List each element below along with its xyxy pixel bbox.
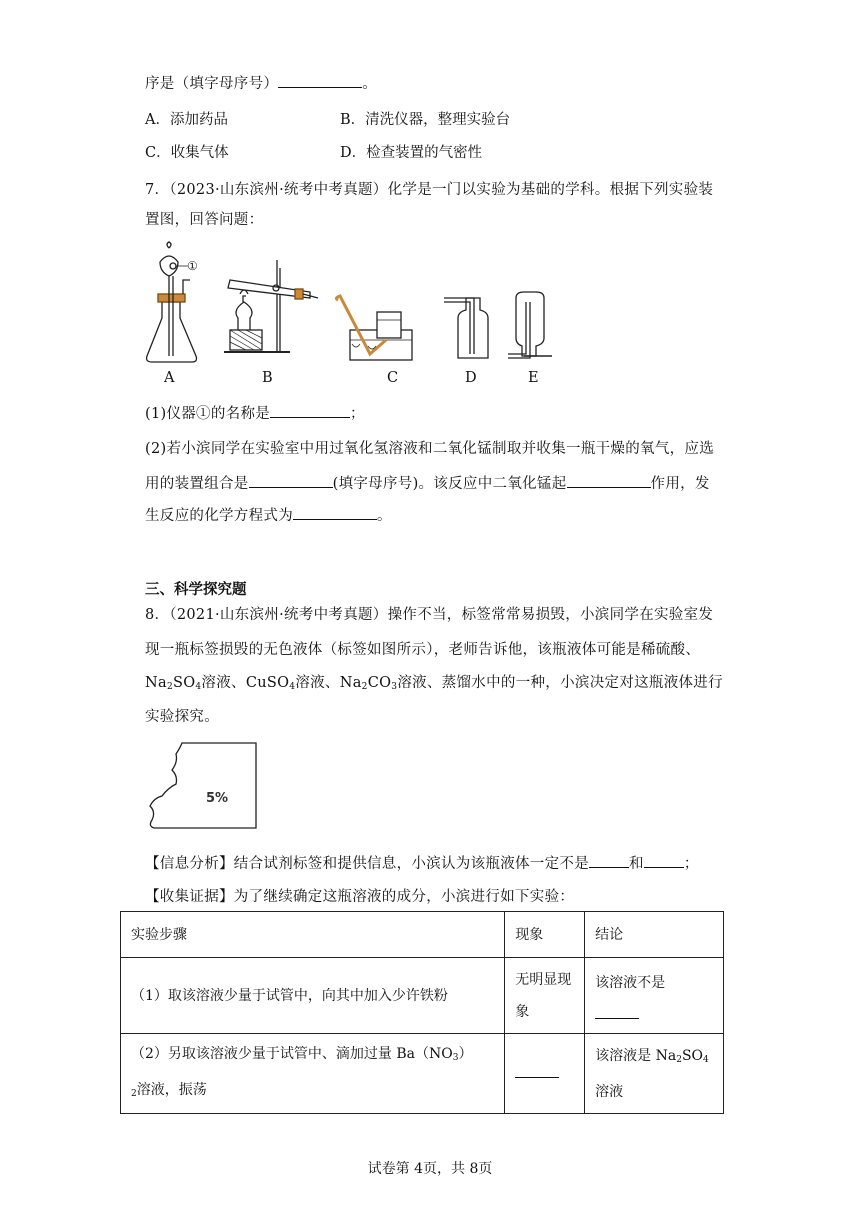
apparatus-c-trough bbox=[336, 296, 412, 360]
figure-label-a: A bbox=[164, 370, 175, 386]
q7-sub2-text-c: 作用，发 bbox=[650, 476, 710, 492]
q6-option-d: D．检查装置的气密性 bbox=[340, 145, 483, 161]
q8-info-end: ； bbox=[683, 856, 699, 872]
row2-step: （2）另取该溶液少量于试管中、滴加过量 $Ba(NO_3)$ $_2$溶液，振荡 bbox=[121, 1034, 505, 1114]
q6-option-a: A．添加药品 bbox=[145, 112, 228, 128]
page-footer: 试卷第 4页，共 8页 bbox=[367, 1161, 493, 1177]
q7-sub1 bbox=[145, 402, 365, 423]
table-header-step: 实验步骤 bbox=[121, 912, 505, 958]
q7-sub2-text-b: (填字母序号)。该反应中二氧化锰起 bbox=[332, 476, 567, 492]
row2-phenomenon bbox=[505, 1034, 585, 1114]
label-percent-text: 5% bbox=[206, 791, 229, 806]
q7-stem-line1: 7．（2023·山东滨州·统考中考真题）化学是一门以实验为基础的学科。根据下列实验装 bbox=[145, 182, 714, 198]
q7-sub1-end: ； bbox=[350, 406, 365, 422]
q8-info-analysis bbox=[145, 852, 699, 873]
table-header-phenomenon: 现象 bbox=[505, 912, 585, 958]
q7-stem-line2: 置图，回答问题： bbox=[145, 212, 264, 228]
figure-label-c: C bbox=[387, 370, 399, 386]
q6-option-b: B．清洗仪器，整理实验台 bbox=[340, 112, 511, 128]
q7-sub2-text-d: 生反应的化学方程式为 bbox=[145, 508, 293, 524]
experiment-table bbox=[120, 911, 724, 1114]
q6-tail-text: 序是（填字母序号） bbox=[145, 76, 279, 92]
q8-stem-line2: 现一瓶标签损毁的无色液体（标签如图所示），老师告诉他，该瓶液体可能是稀硫酸、 bbox=[145, 642, 701, 658]
q7-sub2-line1: (2)若小滨同学在实验室中用过氧化氢溶液和二氧化锰制取并收集一瓶干燥的氧气，应选 bbox=[145, 441, 715, 457]
q7-sub2-blank-equation[interactable] bbox=[293, 505, 377, 521]
section3-title: 三、科学探究题 bbox=[145, 582, 247, 598]
row1-phenomenon: 无明显现象 bbox=[505, 958, 585, 1034]
q6-answer-blank[interactable] bbox=[278, 73, 362, 89]
apparatus-e-bottle bbox=[508, 292, 552, 358]
q7-sub1-text: (1)仪器①的名称是 bbox=[145, 406, 271, 422]
table-header-conclusion: 结论 bbox=[585, 912, 724, 958]
apparatus-figure bbox=[140, 240, 560, 390]
q7-sub2-text-a: 用的装置组合是 bbox=[145, 476, 249, 492]
q8-collect-evidence: 【收集证据】为了继续确定这瓶溶液的成分，小滨进行如下实验： bbox=[145, 889, 575, 905]
q6-option-c: C．收集气体 bbox=[145, 145, 229, 161]
q8-stem-line3: $Na_2SO_4$溶液、CuSO$_4$溶液、$Na_2CO_3$溶液、蒸馏水中的一种，小滨决定对这瓶液体进行 bbox=[145, 675, 723, 692]
q8-stem-line4: 实验探究。 bbox=[145, 709, 219, 725]
q7-sub2-blank-role[interactable] bbox=[567, 473, 651, 489]
q8-stem-line1: 8．（2021·山东滨州·统考中考真题）操作不当，标签常常易损毁，小滨同学在实验室发 bbox=[145, 607, 714, 623]
q7-sub2-line3 bbox=[145, 504, 392, 525]
row1-conclusion-text: 该溶液不是 bbox=[595, 974, 666, 991]
q7-sub2-text-e: 。 bbox=[377, 508, 392, 524]
row1-step: （1）取该溶液少量于试管中，向其中加入少许铁粉 bbox=[121, 958, 505, 1034]
row2-phenomenon-blank[interactable] bbox=[515, 1063, 559, 1078]
row1-conclusion bbox=[585, 958, 724, 1034]
row1-conclusion-blank[interactable] bbox=[595, 1004, 639, 1019]
q7-sub2-blank-combo[interactable] bbox=[249, 473, 333, 489]
q8-info-text: 【信息分析】结合试剂标签和提供信息，小滨认为该瓶液体一定不是 bbox=[145, 856, 589, 872]
table-row bbox=[121, 1034, 724, 1114]
row2-conclusion: 该溶液是 $Na_2SO_4$ 溶液 bbox=[585, 1034, 724, 1114]
figure-label-b: B bbox=[262, 370, 273, 386]
q8-info-and: 和 bbox=[629, 856, 644, 872]
q8-info-blank-2[interactable] bbox=[644, 853, 684, 869]
figure-label-e: E bbox=[528, 370, 539, 386]
apparatus-b-heating bbox=[224, 260, 318, 352]
q8-info-blank-1[interactable] bbox=[589, 853, 629, 869]
q7-sub2-line2 bbox=[145, 472, 710, 493]
q7-sub1-blank[interactable] bbox=[270, 403, 350, 419]
apparatus-d-bottle bbox=[444, 298, 488, 358]
table-row bbox=[121, 958, 724, 1034]
instrument-mark-1: ① bbox=[187, 259, 198, 273]
damaged-label-figure bbox=[146, 742, 258, 830]
table-header-row bbox=[121, 912, 724, 958]
q6-tail-line bbox=[145, 72, 377, 93]
q6-tail-end: 。 bbox=[362, 76, 378, 92]
figure-label-d: D bbox=[465, 370, 477, 386]
